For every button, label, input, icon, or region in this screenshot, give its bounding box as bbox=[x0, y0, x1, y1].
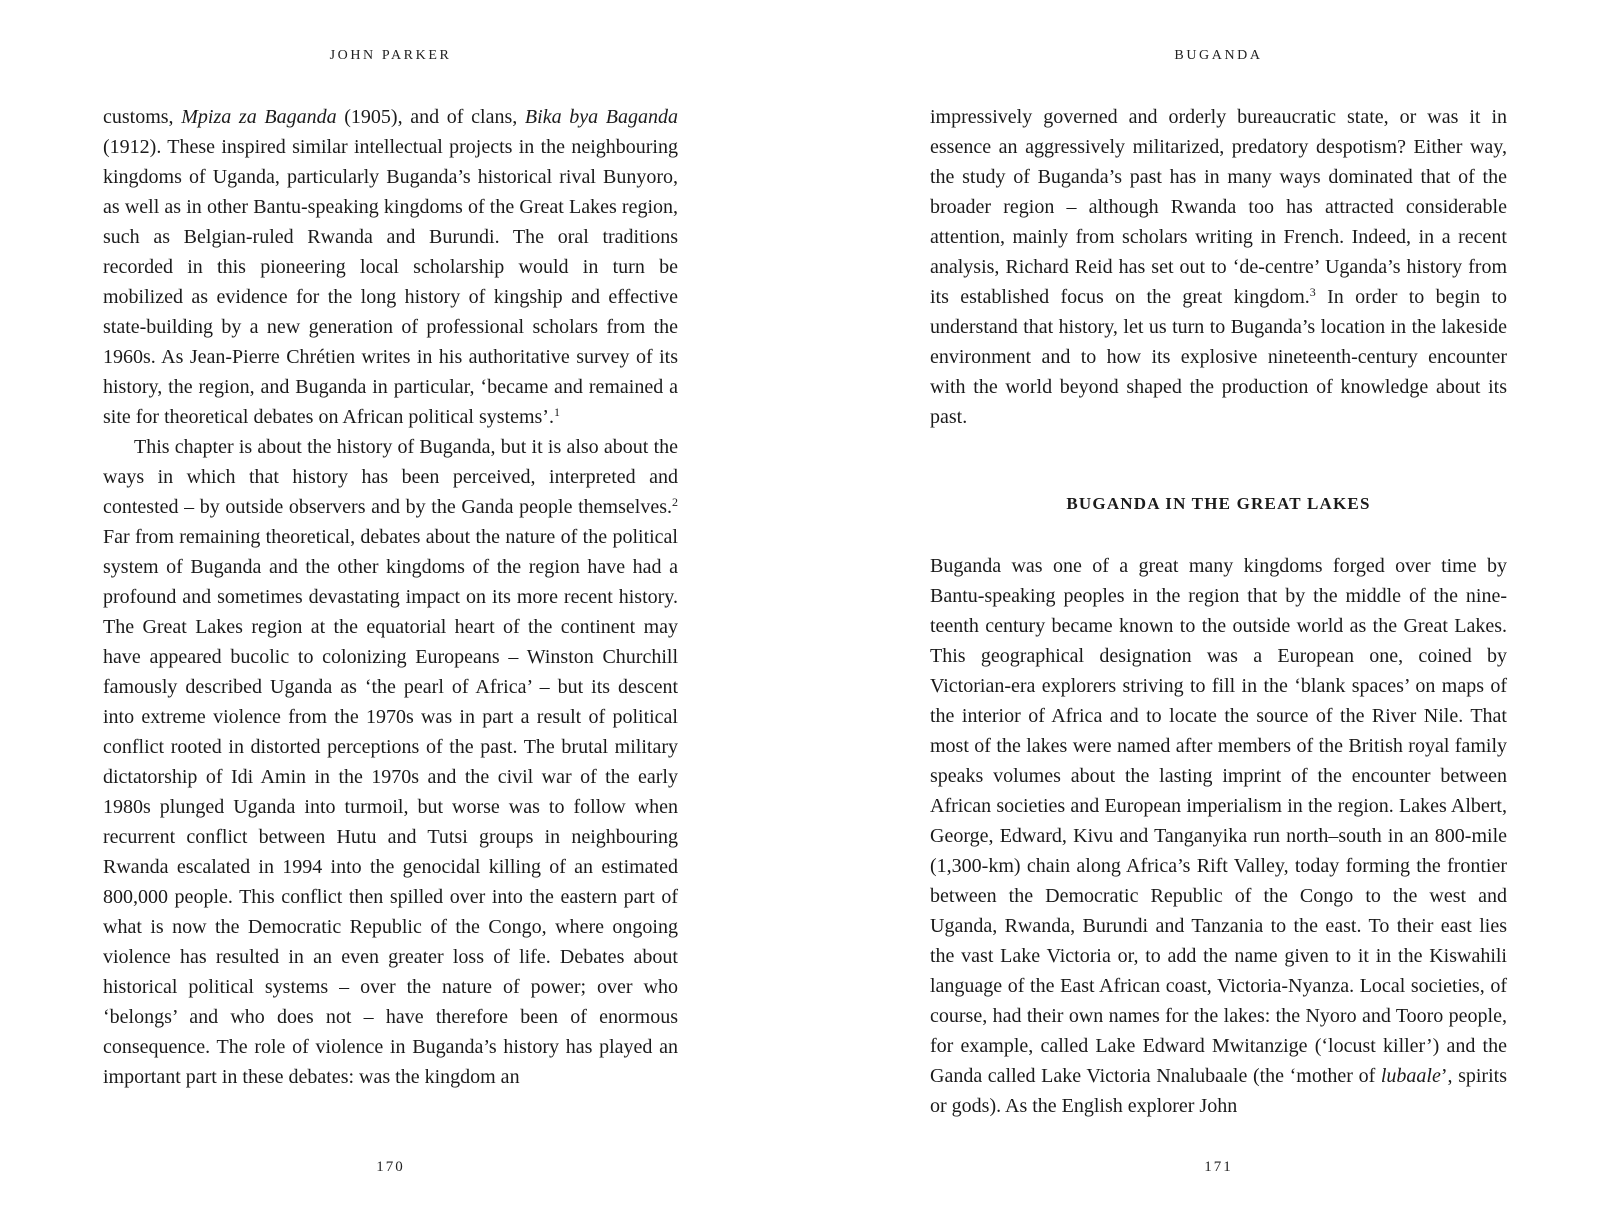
italic-term-lubaale: lubaale bbox=[1380, 1065, 1441, 1087]
left-body-text bbox=[103, 102, 678, 1092]
italic-title-bika: Bika bya Baganda bbox=[524, 106, 679, 128]
running-head-chapter: BUGANDA bbox=[1174, 48, 1263, 63]
left-paragraph-2: This chapter is about the history of Buganda, but it is also about the ways in which that history has been perceived, interpreted and contested – by outside observers and by the Ganda people themselves.$^2$ Far from remaining theoretical, debates about the nature of the political system of Buganda and the other kingdoms of the region have had a profound and sometimes devastating impact on its more recent history. The Great Lakes region at the equatorial heart of the continent may have appeared bucolic to colonizing Europeans – Winston Churchill famously described Uganda as ‘the pearl of Africa’ – but its descent into extreme violence from the 1970s was in part a result of political conflict rooted in distorted perceptions of the past. The brutal military dictatorship of Idi Amin in the 1970s and the civil war of the early 1980s plunged Uganda into turmoil, but worse was to follow when recurrent conflict between Hutu and Tutsi groups in neighbouring Rwanda escalated in 1994 into the genocidal killing of an estimated 800,000 people. This conflict then spilled over into the eastern part of what is now the Democratic Republic of the Congo, where ongoing violence has resulted in an even greater loss of life. Debates about historical political systems – over the nature of power; over who ‘belongs’ and who does not – have therefore been of enormous consequence. The role of violence in Buganda’s history has played an important part in these debates: was the kingdom an bbox=[103, 436, 678, 1088]
italic-title-mpiza: Mpiza za Baganda bbox=[181, 106, 337, 128]
right-paragraph-2: Buganda was one of a great many kingdoms forged over time by Bantu-speaking peoples in the region that by the middle of the nineteenth century became known to the outside world as the Great Lakes. This geographical designation was a European one, coined by Victorian-era explorers striving to fill in the ‘blank spaces’ on maps of the interior of Africa and to locate the source of the River Nile. That most of the lakes were named after members of the British royal family speaks volumes about the lasting imprint of the encounter between African societies and European imperialism in the region. Lakes Albert, George, Edward, Kivu and Tanganyika run north–south in an 800-mile (1,300-km) chain along Africa’s Rift Valley, today forming the frontier between the Democratic Republic of the Congo to the west and Uganda, Rwanda, Burundi and Tanzania to the east. To their east lies the vast Lake Victoria or, to add the name given to it in the Kiswahili language of the East African coast, Victoria-Nyanza. Local societies, of course, had their own names for the lakes: the Nyoro and Tooro people, for example, called Lake Edward Mwitanzige (‘locust killer’) and the Ganda called Lake Victoria Nnalubaale (the ‘mother of lubaale’, spirits or gods). As the English explorer John bbox=[930, 555, 1507, 1117]
footnote-ref-2: 2 bbox=[672, 495, 678, 509]
right-body-text-bottom bbox=[930, 551, 1507, 1121]
left-page bbox=[103, 0, 678, 1224]
section-heading: BUGANDA IN THE GREAT LAKES bbox=[1066, 494, 1371, 513]
right-body-text-top bbox=[930, 102, 1507, 432]
footnote-ref-3: 3 bbox=[1309, 285, 1316, 299]
right-paragraph-1: impressively governed and orderly bureaucratic state, or was it in essence an aggressively militarized, predatory despotism? Either way, the study of Buganda’s past has in many ways dominated that of the broader region – although Rwanda too has attracted considerable attention, mainly from scholars writing in French. Indeed, in a recent analysis, Richard Reid has set out to ‘de-centre’ Uganda’s history from its established focus on the great kingdom.$^3$ In order to begin to understand that history, let us turn to Buganda’s location in the lakeside environment and to how its explosive nineteenth-century encounter with the world beyond shaped the production of knowledge about its past. bbox=[930, 106, 1507, 428]
left-paragraph-1: customs, Mpiza za Baganda (1905), and of clans, Bika bya Baganda (1912). These inspired similar intellectual projects in the neighbouring kingdoms of Uganda, particularly Buganda’s historical rival Bunyoro, as well as in other Bantu-speaking kingdoms of the Great Lakes region, such as Belgian-ruled Rwanda and Burundi. The oral traditions recorded in this pioneering local scholarship would in turn be mobilized as evidence for the long history of kingship and effective state-building by a new generation of professional scholars from the 1960s. As Jean-Pierre Chrétien writes in his authoritative survey of its history, the region, and Buganda in particular, ‘became and remained a site for theoretical debates on African political systems’.$^1$ bbox=[103, 106, 679, 428]
footnote-ref-1: 1 bbox=[553, 405, 560, 419]
right-page bbox=[930, 0, 1507, 1224]
running-head-author: JOHN PARKER bbox=[329, 48, 452, 63]
page-number-right: 171 bbox=[1204, 1159, 1233, 1175]
page-number-left: 170 bbox=[376, 1159, 405, 1175]
